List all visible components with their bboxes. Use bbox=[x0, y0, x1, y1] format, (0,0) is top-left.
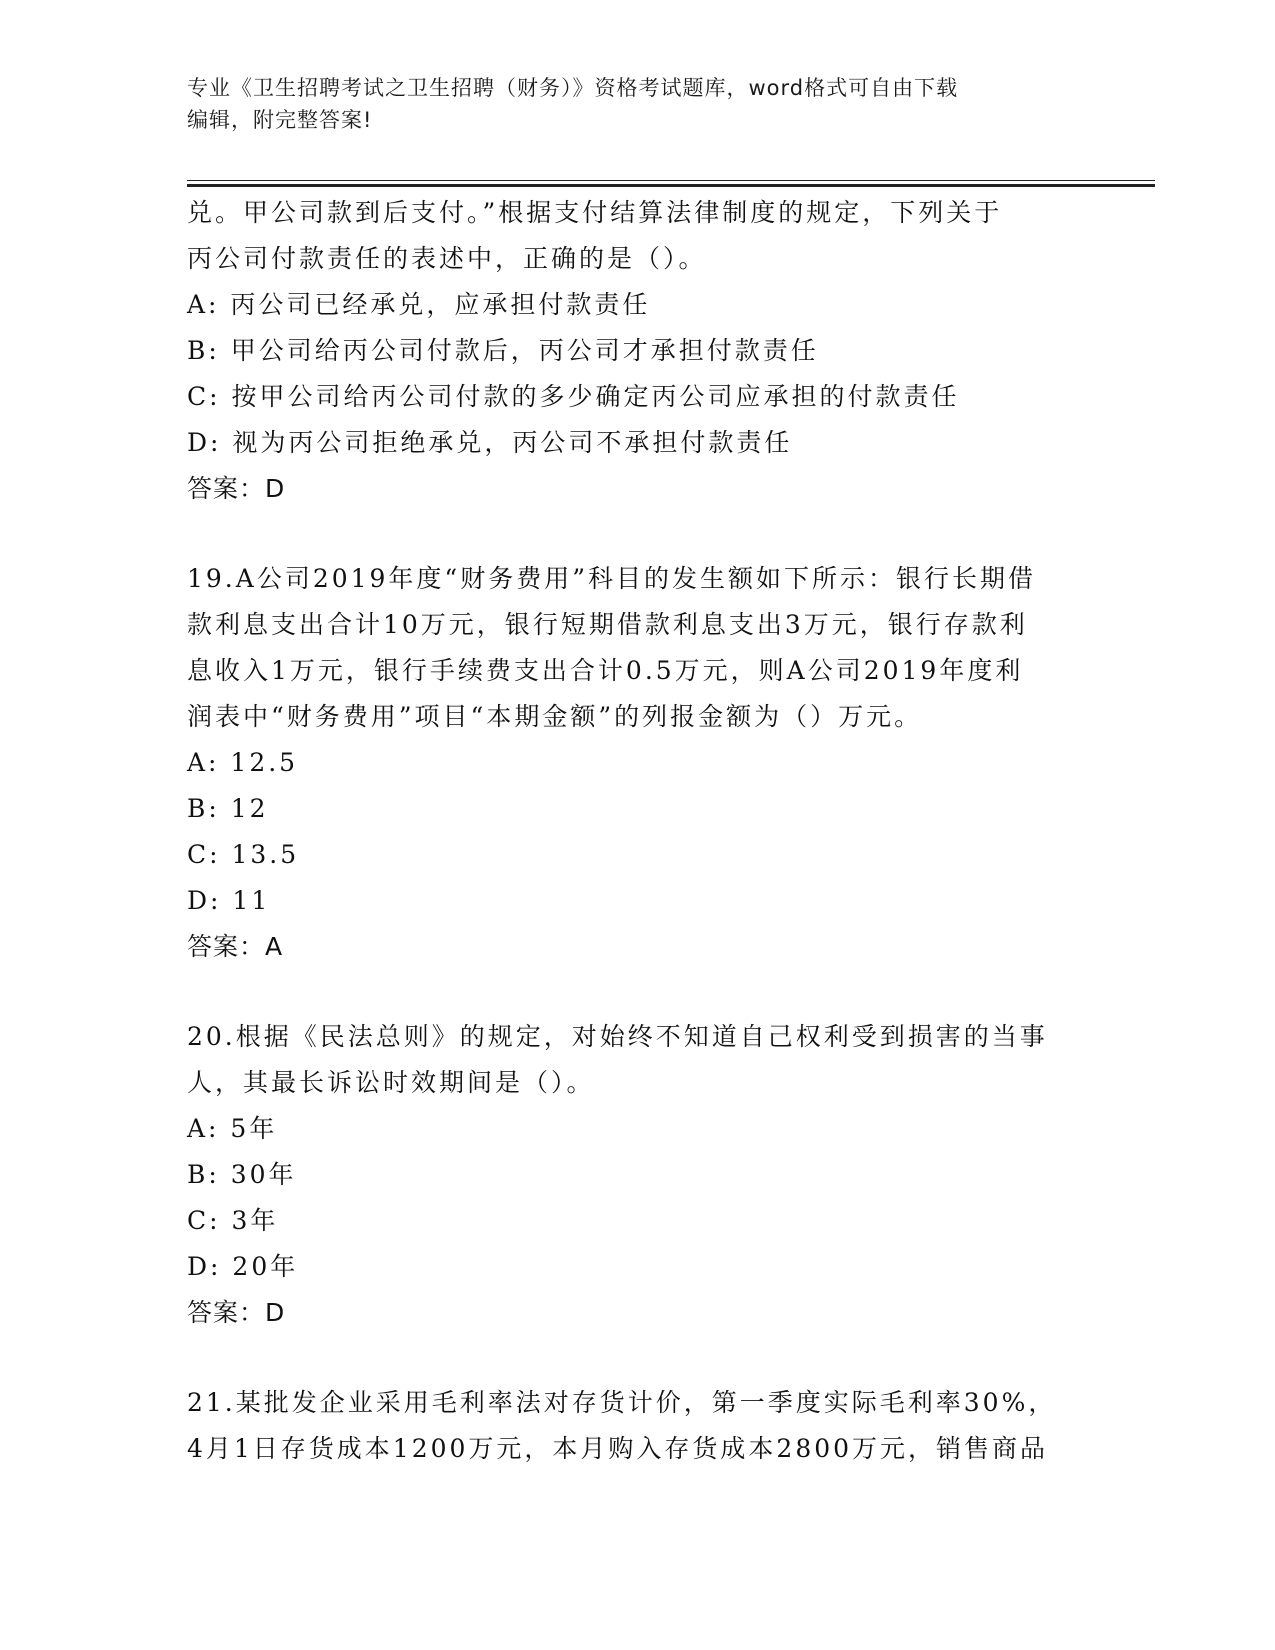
answer-line: 答案：D bbox=[187, 1298, 286, 1327]
spacer bbox=[187, 1336, 1087, 1380]
option-c: C: 按甲公司给丙公司付款的多少确定丙公司应承担的付款责任 bbox=[187, 382, 960, 411]
option-c: C: 13.5 bbox=[187, 840, 300, 869]
option-b: B: 甲公司给丙公司付款后，丙公司才承担付款责任 bbox=[187, 336, 819, 365]
question-text-line: 4月1日存货成本1200万元，本月购入存货成本2800万元，销售商品 bbox=[187, 1434, 1049, 1463]
option-d: D: 11 bbox=[187, 886, 271, 915]
question-18 bbox=[187, 190, 1087, 512]
question-content bbox=[187, 190, 1087, 1472]
question-text-line: 19.A公司2019年度“财务费用”科目的发生额如下所示：银行长期借 bbox=[187, 564, 1036, 593]
option-a: A: 5年 bbox=[187, 1114, 278, 1143]
question-text-line: 息收入1万元，银行手续费支出合计0.5万元，则A公司2019年度利 bbox=[187, 656, 1024, 685]
question-19 bbox=[187, 556, 1087, 970]
question-21 bbox=[187, 1380, 1087, 1472]
question-20 bbox=[187, 1014, 1087, 1336]
header-line-2: 编辑，附完整答案! bbox=[187, 108, 373, 132]
option-c: C: 3年 bbox=[187, 1206, 279, 1235]
option-b: B: 12 bbox=[187, 794, 269, 823]
header-line-1: 专业《卫生招聘考试之卫生招聘（财务）》资格考试题库，word格式可自由下载 bbox=[187, 76, 959, 100]
option-d: D: 20年 bbox=[187, 1252, 299, 1281]
option-a: A: 丙公司已经承兑，应承担付款责任 bbox=[187, 290, 651, 319]
question-text-line: 21.某批发企业采用毛利率法对存货计价，第一季度实际毛利率30%， bbox=[187, 1388, 1057, 1417]
question-text-line: 润表中“财务费用”项目“本期金额”的列报金额为（）万元。 bbox=[187, 702, 923, 731]
question-text-line: 款利息支出合计10万元，银行短期借款利息支出3万元，银行存款利 bbox=[187, 610, 1028, 639]
spacer bbox=[187, 512, 1087, 556]
answer-line: 答案：D bbox=[187, 474, 286, 503]
question-text-line: 兑。甲公司款到后支付。”根据支付结算法律制度的规定，下列关于 bbox=[187, 198, 1003, 227]
header-divider-thin bbox=[187, 180, 1155, 181]
spacer bbox=[187, 970, 1087, 1014]
option-a: A: 12.5 bbox=[187, 748, 299, 777]
answer-line: 答案：A bbox=[187, 932, 284, 961]
option-d: D: 视为丙公司拒绝承兑，丙公司不承担付款责任 bbox=[187, 428, 793, 457]
header-divider-thick bbox=[187, 184, 1155, 187]
question-text-line: 20.根据《民法总则》的规定，对始终不知道自己权利受到损害的当事 bbox=[187, 1022, 1048, 1051]
option-b: B: 30年 bbox=[187, 1160, 297, 1189]
document-header bbox=[187, 72, 1087, 136]
question-text-line: 丙公司付款责任的表述中，正确的是（）。 bbox=[187, 244, 707, 273]
question-text-line: 人，其最长诉讼时效期间是（）。 bbox=[187, 1068, 595, 1097]
